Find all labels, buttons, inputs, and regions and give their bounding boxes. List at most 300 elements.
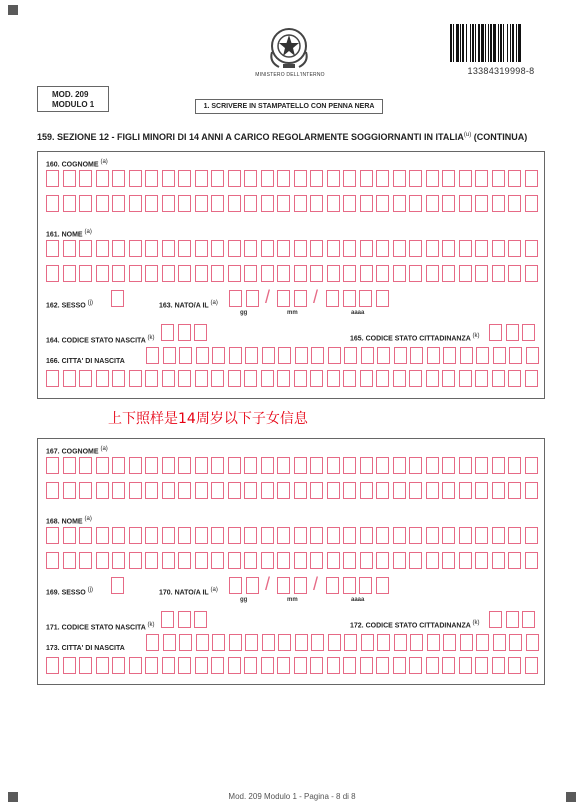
char-box[interactable] [360, 457, 373, 474]
char-box[interactable] [409, 527, 422, 544]
char-box[interactable] [145, 552, 158, 569]
char-box[interactable] [261, 240, 274, 257]
citta-row-2[interactable] [46, 370, 541, 387]
char-box[interactable] [508, 170, 521, 187]
char-box[interactable] [310, 527, 323, 544]
char-box[interactable] [310, 265, 323, 282]
char-box[interactable] [393, 195, 406, 212]
char-box[interactable] [195, 527, 208, 544]
birth-day-field[interactable] [229, 290, 262, 307]
char-box[interactable] [508, 657, 521, 674]
char-box[interactable] [129, 170, 142, 187]
char-box[interactable] [96, 370, 109, 387]
char-box[interactable] [506, 324, 519, 341]
char-box[interactable] [409, 370, 422, 387]
char-box[interactable] [278, 634, 291, 651]
char-box[interactable] [376, 482, 389, 499]
char-box[interactable] [409, 195, 422, 212]
char-box[interactable] [361, 634, 374, 651]
char-box[interactable] [96, 457, 109, 474]
char-box[interactable] [311, 347, 324, 364]
char-box[interactable] [277, 265, 290, 282]
citta-row-2[interactable] [46, 657, 541, 674]
char-box[interactable] [162, 457, 175, 474]
char-box[interactable] [79, 370, 92, 387]
char-box[interactable] [195, 240, 208, 257]
char-box[interactable] [112, 552, 125, 569]
char-box[interactable] [145, 527, 158, 544]
char-box[interactable] [328, 634, 341, 651]
char-box[interactable] [509, 634, 522, 651]
char-box[interactable] [79, 482, 92, 499]
char-box[interactable] [310, 657, 323, 674]
char-box[interactable] [245, 347, 258, 364]
char-box[interactable] [96, 170, 109, 187]
char-box[interactable] [426, 552, 439, 569]
char-box[interactable] [228, 552, 241, 569]
char-box[interactable] [442, 657, 455, 674]
char-box[interactable] [262, 634, 275, 651]
char-box[interactable] [377, 347, 390, 364]
sesso-field[interactable] [111, 290, 128, 307]
char-box[interactable] [244, 657, 257, 674]
char-box[interactable] [277, 195, 290, 212]
char-box[interactable] [442, 457, 455, 474]
char-box[interactable] [129, 457, 142, 474]
char-box[interactable] [178, 482, 191, 499]
char-box[interactable] [343, 577, 356, 594]
char-box[interactable] [178, 552, 191, 569]
char-box[interactable] [162, 240, 175, 257]
char-box[interactable] [409, 482, 422, 499]
char-box[interactable] [146, 347, 159, 364]
char-box[interactable] [476, 347, 489, 364]
char-box[interactable] [112, 457, 125, 474]
sesso-field[interactable] [111, 577, 128, 594]
char-box[interactable] [343, 482, 356, 499]
char-box[interactable] [492, 457, 505, 474]
char-box[interactable] [295, 634, 308, 651]
char-box[interactable] [376, 657, 389, 674]
char-box[interactable] [475, 482, 488, 499]
char-box[interactable] [376, 577, 389, 594]
char-box[interactable] [195, 482, 208, 499]
char-box[interactable] [393, 482, 406, 499]
char-box[interactable] [178, 324, 191, 341]
char-box[interactable] [63, 240, 76, 257]
char-box[interactable] [46, 457, 59, 474]
char-box[interactable] [509, 347, 522, 364]
char-box[interactable] [459, 195, 472, 212]
char-box[interactable] [277, 577, 290, 594]
char-box[interactable] [492, 240, 505, 257]
char-box[interactable] [310, 370, 323, 387]
char-box[interactable] [492, 657, 505, 674]
char-box[interactable] [508, 482, 521, 499]
char-box[interactable] [79, 527, 92, 544]
char-box[interactable] [492, 265, 505, 282]
char-box[interactable] [475, 370, 488, 387]
char-box[interactable] [525, 457, 538, 474]
char-box[interactable] [508, 240, 521, 257]
char-box[interactable] [508, 370, 521, 387]
char-box[interactable] [294, 195, 307, 212]
char-box[interactable] [162, 657, 175, 674]
char-box[interactable] [179, 347, 192, 364]
char-box[interactable] [63, 170, 76, 187]
char-box[interactable] [228, 527, 241, 544]
char-box[interactable] [393, 370, 406, 387]
char-box[interactable] [442, 265, 455, 282]
char-box[interactable] [79, 552, 92, 569]
char-box[interactable] [508, 552, 521, 569]
char-box[interactable] [211, 552, 224, 569]
birth-year-field[interactable] [326, 290, 392, 307]
char-box[interactable] [376, 170, 389, 187]
char-box[interactable] [163, 347, 176, 364]
char-box[interactable] [475, 527, 488, 544]
char-box[interactable] [46, 240, 59, 257]
char-box[interactable] [261, 657, 274, 674]
stato-nascita-field[interactable] [161, 324, 211, 341]
char-box[interactable] [261, 482, 274, 499]
char-box[interactable] [426, 240, 439, 257]
char-box[interactable] [212, 347, 225, 364]
char-box[interactable] [178, 370, 191, 387]
char-box[interactable] [211, 370, 224, 387]
char-box[interactable] [261, 370, 274, 387]
char-box[interactable] [211, 170, 224, 187]
char-box[interactable] [460, 347, 473, 364]
char-box[interactable] [426, 370, 439, 387]
char-box[interactable] [228, 482, 241, 499]
char-box[interactable] [228, 265, 241, 282]
char-box[interactable] [294, 370, 307, 387]
char-box[interactable] [294, 552, 307, 569]
char-box[interactable] [294, 577, 307, 594]
char-box[interactable] [311, 634, 324, 651]
char-box[interactable] [508, 457, 521, 474]
char-box[interactable] [79, 457, 92, 474]
char-box[interactable] [409, 265, 422, 282]
char-box[interactable] [360, 527, 373, 544]
char-box[interactable] [343, 370, 356, 387]
char-box[interactable] [344, 634, 357, 651]
char-box[interactable] [162, 527, 175, 544]
char-box[interactable] [277, 240, 290, 257]
char-box[interactable] [410, 634, 423, 651]
cognome-row-2[interactable] [46, 195, 541, 212]
char-box[interactable] [294, 170, 307, 187]
char-box[interactable] [294, 290, 307, 307]
birth-month-field[interactable] [277, 577, 310, 594]
char-box[interactable] [162, 370, 175, 387]
char-box[interactable] [443, 634, 456, 651]
char-box[interactable] [427, 347, 440, 364]
char-box[interactable] [344, 347, 357, 364]
char-box[interactable] [244, 265, 257, 282]
char-box[interactable] [525, 170, 538, 187]
char-box[interactable] [327, 265, 340, 282]
char-box[interactable] [79, 170, 92, 187]
char-box[interactable] [112, 265, 125, 282]
char-box[interactable] [442, 482, 455, 499]
char-box[interactable] [359, 577, 372, 594]
char-box[interactable] [426, 527, 439, 544]
char-box[interactable] [211, 265, 224, 282]
char-box[interactable] [162, 265, 175, 282]
char-box[interactable] [376, 265, 389, 282]
char-box[interactable] [244, 370, 257, 387]
char-box[interactable] [162, 170, 175, 187]
char-box[interactable] [327, 170, 340, 187]
char-box[interactable] [327, 457, 340, 474]
char-box[interactable] [326, 577, 339, 594]
char-box[interactable] [277, 527, 290, 544]
char-box[interactable] [376, 457, 389, 474]
char-box[interactable] [327, 370, 340, 387]
char-box[interactable] [195, 457, 208, 474]
char-box[interactable] [96, 240, 109, 257]
char-box[interactable] [79, 265, 92, 282]
char-box[interactable] [409, 240, 422, 257]
char-box[interactable] [443, 347, 456, 364]
char-box[interactable] [310, 240, 323, 257]
char-box[interactable] [194, 324, 207, 341]
char-box[interactable] [327, 240, 340, 257]
char-box[interactable] [475, 170, 488, 187]
char-box[interactable] [442, 195, 455, 212]
char-box[interactable] [163, 634, 176, 651]
char-box[interactable] [376, 240, 389, 257]
char-box[interactable] [394, 634, 407, 651]
char-box[interactable] [46, 527, 59, 544]
char-box[interactable] [343, 240, 356, 257]
char-box[interactable] [426, 265, 439, 282]
char-box[interactable] [244, 527, 257, 544]
char-box[interactable] [426, 170, 439, 187]
char-box[interactable] [442, 552, 455, 569]
char-box[interactable] [244, 195, 257, 212]
char-box[interactable] [489, 324, 502, 341]
char-box[interactable] [426, 195, 439, 212]
char-box[interactable] [525, 657, 538, 674]
char-box[interactable] [46, 370, 59, 387]
char-box[interactable] [294, 657, 307, 674]
char-box[interactable] [525, 240, 538, 257]
char-box[interactable] [277, 552, 290, 569]
char-box[interactable] [145, 265, 158, 282]
char-box[interactable] [327, 657, 340, 674]
char-box[interactable] [228, 240, 241, 257]
char-box[interactable] [129, 482, 142, 499]
char-box[interactable] [229, 634, 242, 651]
char-box[interactable] [96, 527, 109, 544]
char-box[interactable] [526, 634, 539, 651]
char-box[interactable] [178, 265, 191, 282]
char-box[interactable] [178, 527, 191, 544]
char-box[interactable] [459, 527, 472, 544]
char-box[interactable] [427, 634, 440, 651]
char-box[interactable] [96, 552, 109, 569]
char-box[interactable] [360, 240, 373, 257]
cittadinanza-field[interactable] [489, 611, 539, 628]
char-box[interactable] [426, 457, 439, 474]
char-box[interactable] [343, 657, 356, 674]
char-box[interactable] [492, 370, 505, 387]
char-box[interactable] [228, 370, 241, 387]
char-box[interactable] [261, 552, 274, 569]
char-box[interactable] [489, 611, 502, 628]
char-box[interactable] [442, 240, 455, 257]
char-box[interactable] [360, 657, 373, 674]
char-box[interactable] [294, 240, 307, 257]
char-box[interactable] [195, 170, 208, 187]
char-box[interactable] [79, 657, 92, 674]
char-box[interactable] [196, 347, 209, 364]
char-box[interactable] [475, 240, 488, 257]
char-box[interactable] [211, 482, 224, 499]
char-box[interactable] [129, 527, 142, 544]
char-box[interactable] [360, 195, 373, 212]
char-box[interactable] [261, 265, 274, 282]
char-box[interactable] [277, 170, 290, 187]
char-box[interactable] [246, 290, 259, 307]
char-box[interactable] [244, 170, 257, 187]
char-box[interactable] [343, 527, 356, 544]
char-box[interactable] [178, 240, 191, 257]
char-box[interactable] [63, 527, 76, 544]
char-box[interactable] [46, 265, 59, 282]
char-box[interactable] [492, 527, 505, 544]
char-box[interactable] [162, 195, 175, 212]
char-box[interactable] [294, 457, 307, 474]
char-box[interactable] [63, 552, 76, 569]
char-box[interactable] [228, 657, 241, 674]
char-box[interactable] [211, 457, 224, 474]
char-box[interactable] [426, 482, 439, 499]
char-box[interactable] [459, 482, 472, 499]
char-box[interactable] [475, 457, 488, 474]
char-box[interactable] [178, 657, 191, 674]
char-box[interactable] [376, 552, 389, 569]
char-box[interactable] [96, 265, 109, 282]
char-box[interactable] [277, 657, 290, 674]
char-box[interactable] [343, 195, 356, 212]
char-box[interactable] [229, 290, 242, 307]
char-box[interactable] [525, 370, 538, 387]
char-box[interactable] [245, 634, 258, 651]
char-box[interactable] [522, 324, 535, 341]
char-box[interactable] [162, 552, 175, 569]
char-box[interactable] [525, 527, 538, 544]
char-box[interactable] [310, 552, 323, 569]
char-box[interactable] [161, 324, 174, 341]
char-box[interactable] [112, 657, 125, 674]
char-box[interactable] [129, 657, 142, 674]
char-box[interactable] [508, 265, 521, 282]
char-box[interactable] [476, 634, 489, 651]
char-box[interactable] [506, 611, 519, 628]
char-box[interactable] [327, 552, 340, 569]
char-box[interactable] [442, 527, 455, 544]
char-box[interactable] [343, 552, 356, 569]
char-box[interactable] [409, 657, 422, 674]
char-box[interactable] [294, 527, 307, 544]
char-box[interactable] [178, 195, 191, 212]
char-box[interactable] [360, 370, 373, 387]
char-box[interactable] [442, 170, 455, 187]
char-box[interactable] [262, 347, 275, 364]
char-box[interactable] [112, 240, 125, 257]
char-box[interactable] [229, 347, 242, 364]
char-box[interactable] [360, 552, 373, 569]
char-box[interactable] [261, 195, 274, 212]
char-box[interactable] [145, 240, 158, 257]
cognome-row-1[interactable] [46, 457, 541, 474]
char-box[interactable] [211, 240, 224, 257]
char-box[interactable] [195, 552, 208, 569]
char-box[interactable] [195, 265, 208, 282]
birth-year-field[interactable] [326, 577, 392, 594]
char-box[interactable] [492, 195, 505, 212]
char-box[interactable] [111, 577, 124, 594]
char-box[interactable] [459, 265, 472, 282]
char-box[interactable] [196, 634, 209, 651]
char-box[interactable] [96, 195, 109, 212]
stato-nascita-field[interactable] [161, 611, 211, 628]
char-box[interactable] [525, 195, 538, 212]
char-box[interactable] [327, 482, 340, 499]
char-box[interactable] [343, 457, 356, 474]
char-box[interactable] [393, 657, 406, 674]
char-box[interactable] [63, 195, 76, 212]
char-box[interactable] [376, 370, 389, 387]
char-box[interactable] [228, 457, 241, 474]
char-box[interactable] [310, 170, 323, 187]
char-box[interactable] [277, 370, 290, 387]
birth-day-field[interactable] [229, 577, 262, 594]
char-box[interactable] [310, 457, 323, 474]
char-box[interactable] [460, 634, 473, 651]
char-box[interactable] [343, 290, 356, 307]
char-box[interactable] [195, 657, 208, 674]
citta-row-1[interactable] [146, 347, 542, 364]
char-box[interactable] [475, 552, 488, 569]
char-box[interactable] [508, 527, 521, 544]
char-box[interactable] [112, 195, 125, 212]
char-box[interactable] [145, 370, 158, 387]
char-box[interactable] [492, 552, 505, 569]
char-box[interactable] [409, 457, 422, 474]
char-box[interactable] [79, 240, 92, 257]
char-box[interactable] [343, 265, 356, 282]
char-box[interactable] [377, 634, 390, 651]
char-box[interactable] [277, 290, 290, 307]
char-box[interactable] [410, 347, 423, 364]
char-box[interactable] [244, 457, 257, 474]
char-box[interactable] [393, 240, 406, 257]
char-box[interactable] [63, 657, 76, 674]
char-box[interactable] [46, 482, 59, 499]
char-box[interactable] [310, 195, 323, 212]
nome-row-2[interactable] [46, 265, 541, 282]
char-box[interactable] [310, 482, 323, 499]
char-box[interactable] [442, 370, 455, 387]
char-box[interactable] [475, 195, 488, 212]
char-box[interactable] [508, 195, 521, 212]
char-box[interactable] [277, 457, 290, 474]
